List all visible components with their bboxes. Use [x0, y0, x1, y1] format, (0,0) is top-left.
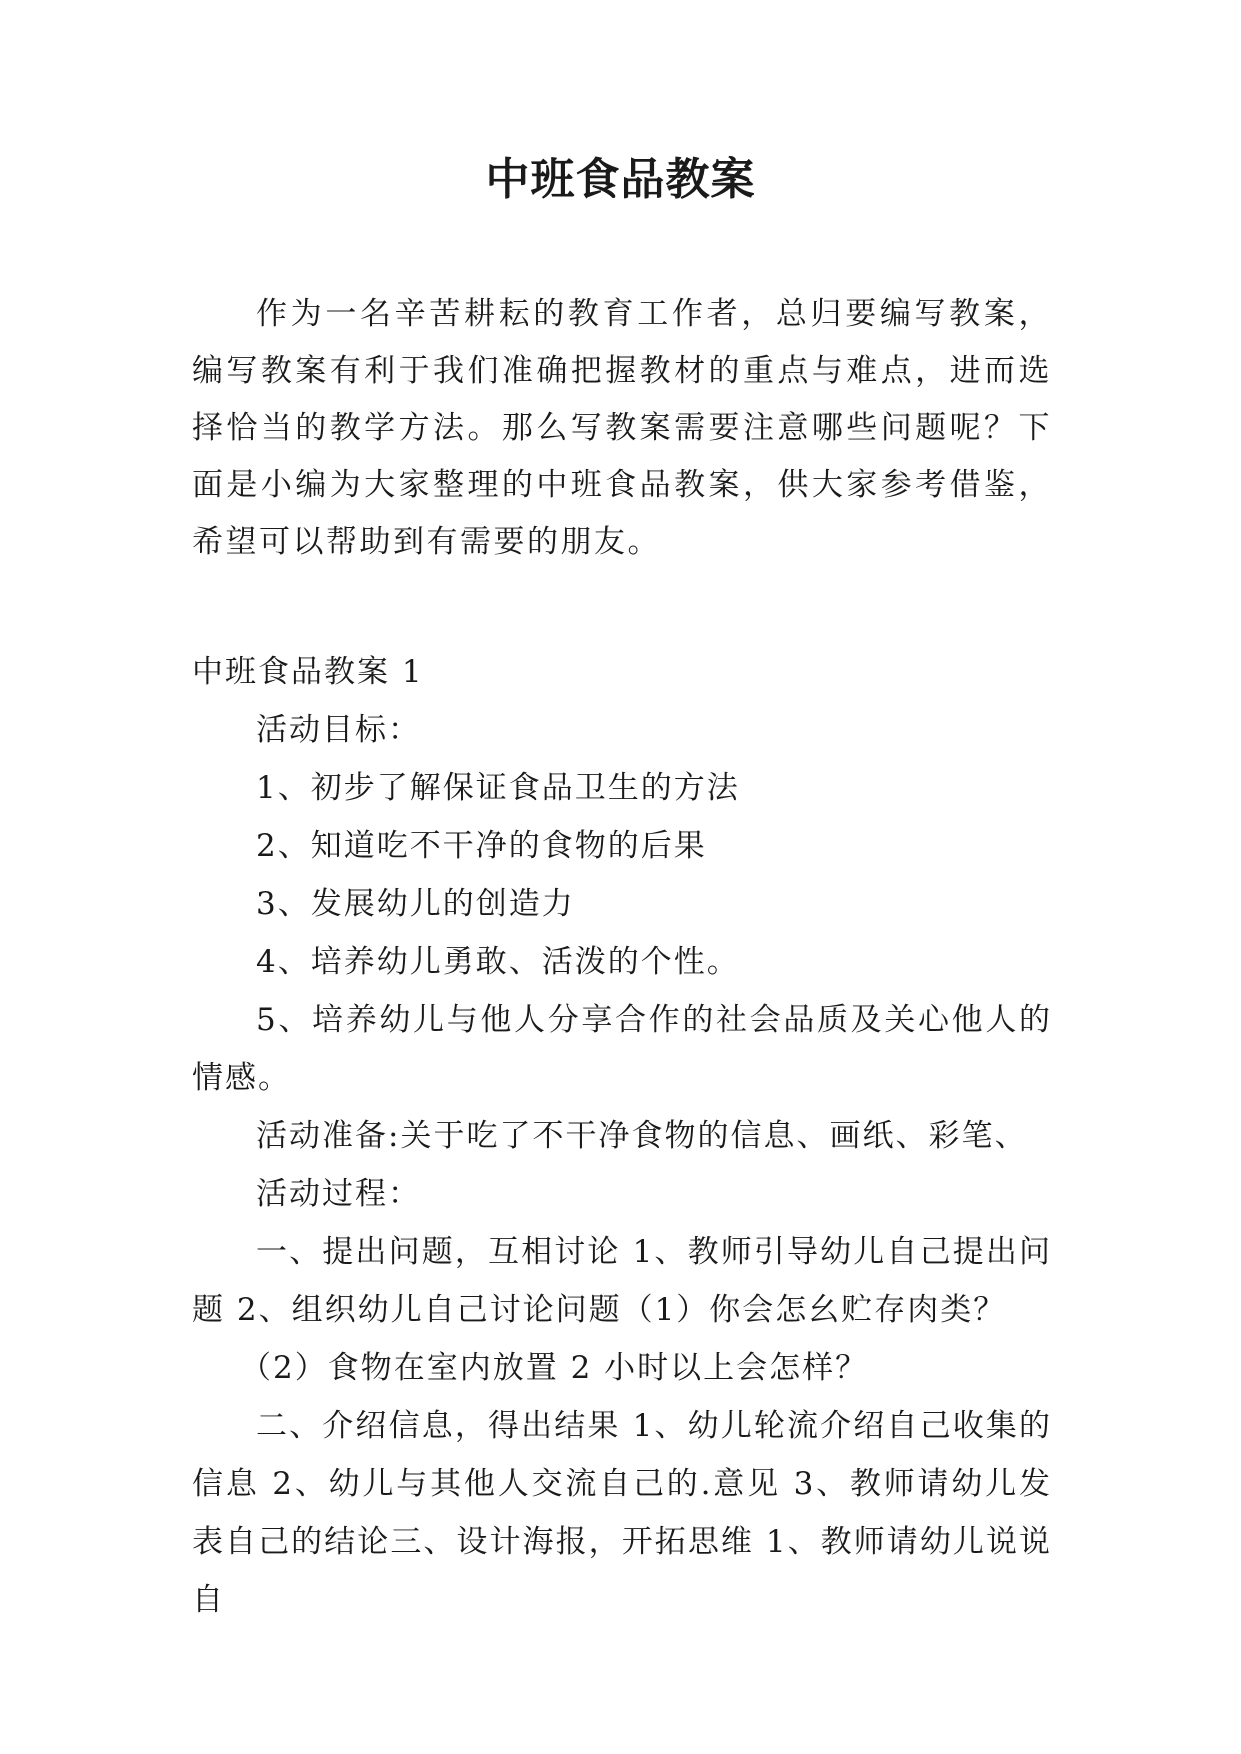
intro-paragraph: 作为一名辛苦耕耘的教育工作者，总归要编写教案，编写教案有利于我们准确把握教材的重点与难点，进而选择恰当的教学方法。那么写教案需要注意哪些问题呢？下面是小编为大家整理的中班食品教案，供大家参考借鉴，希望可以帮助到有需要的朋友。: [192, 296, 1052, 560]
goal-item: 3、发展幼儿的创造力: [256, 886, 575, 922]
process-step: 二、介绍信息，得出结果 1、幼儿轮流介绍自己收集的信息 2、幼儿与其他人交流自己的.意见 3、教师请幼儿发表自己的结论三、设计海报，开拓思维 1、教师请幼儿说说自: [192, 1408, 1052, 1618]
process-step: （2）食物在室内放置 2 小时以上会怎样？: [240, 1350, 869, 1386]
goal-item: 1、初步了解保证食品卫生的方法: [256, 770, 740, 806]
goals-label: 活动目标：: [256, 712, 421, 748]
goal-item: 4、培养幼儿勇敢、活泼的个性。: [256, 944, 740, 980]
process-step: 一、提出问题，互相讨论 1、教师引导幼儿自己提出问题 2、组织幼儿自己讨论问题（1）你会怎幺贮存肉类？: [192, 1234, 1052, 1328]
goal-item: 5、培养幼儿与他人分享合作的社会品质及关心他人的情感。: [192, 1002, 1052, 1096]
preparation-paragraph: 活动准备:关于吃了不干净食物的信息、画纸、彩笔、: [256, 1118, 1028, 1154]
section-heading: 中班食品教案 1: [192, 654, 424, 690]
process-label: 活动过程：: [256, 1176, 421, 1212]
lesson-plan-body: [192, 643, 1052, 1629]
goal-item: 2、知道吃不干净的食物的后果: [256, 828, 707, 864]
document-title: 中班食品教案: [485, 154, 756, 205]
